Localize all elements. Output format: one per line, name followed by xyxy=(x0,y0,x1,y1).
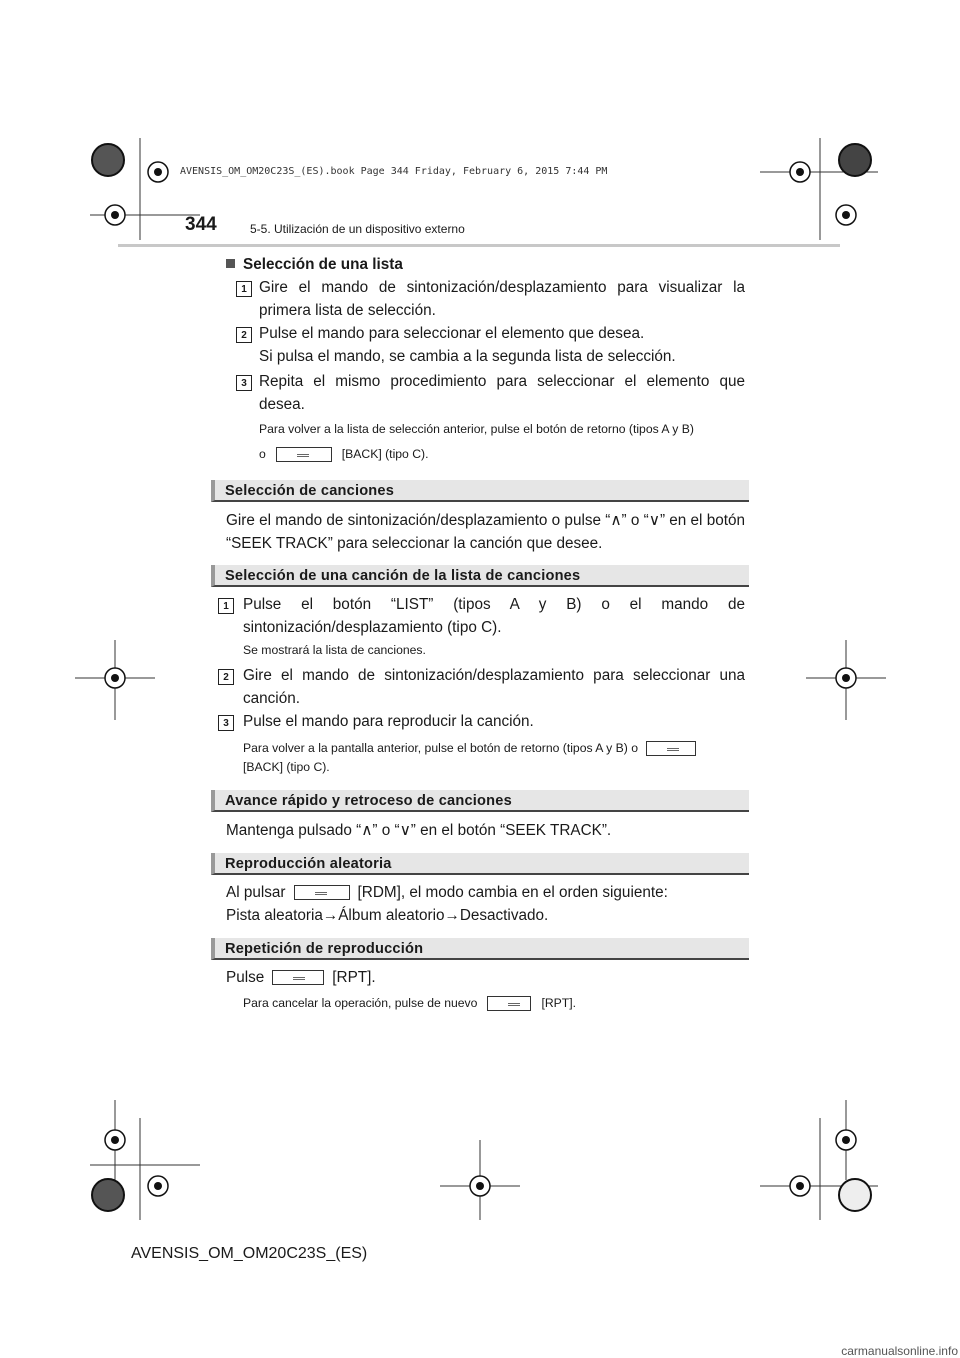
lista-heading: Selección de una lista xyxy=(226,253,403,276)
aleatoria-line-2: Pista aleatoria→Álbum aleatorio→Desactivado. xyxy=(226,907,549,924)
canciones-text: Gire el mando de sintonización/desplazamiento o pulse “∧” o “∨” en el botón “SEEK TRACK” para seleccionar la canción que desee. xyxy=(226,512,745,552)
lista-step-1: Gire el mando de sintonización/desplazamiento para visualizar la primera lista de selección. xyxy=(259,279,745,319)
lista-canciones-step-2: Gire el mando de sintonización/desplazamiento para seleccionar una canción. xyxy=(243,667,745,707)
back-button-icon xyxy=(646,741,696,756)
section-bar-lista-canciones: Selección de una canción de la lista de canciones xyxy=(211,565,749,587)
lista-note-a: Para volver a la lista de selección anterior, pulse el botón de retorno (tipos A y B) xyxy=(259,422,694,436)
header-rule xyxy=(118,244,840,247)
lista-canciones-note-3b: [BACK] (tipo C). xyxy=(243,760,330,774)
section-bar-repeticion: Repetición de reproducción xyxy=(211,938,749,960)
aleatoria-line-1: Al pulsar [RDM], el modo cambia en el orden siguiente: xyxy=(226,884,668,901)
repeticion-line-1: Pulse [RPT]. xyxy=(226,969,376,986)
footer-code: AVENSIS_OM_OM20C23S_(ES) xyxy=(131,1245,368,1262)
repeticion-note: Para cancelar la operación, pulse de nuevo [RPT]. xyxy=(243,996,576,1010)
back-button-icon xyxy=(276,447,332,462)
lista-canciones-step-3: Pulse el mando para reproducir la canción. xyxy=(243,713,534,730)
step-number-1: 1 xyxy=(236,281,252,297)
step-number-3: 3 xyxy=(218,715,234,731)
step-number-2: 2 xyxy=(236,327,252,343)
section-bar-canciones: Selección de canciones xyxy=(211,480,749,502)
lista-canciones-note-1: Se mostrará la lista de canciones. xyxy=(243,643,426,657)
step-number-3: 3 xyxy=(236,375,252,391)
square-bullet-icon xyxy=(226,259,235,268)
lista-step-3: Repita el mismo procedimiento para seleccionar el elemento que desea. xyxy=(259,373,745,413)
section-bar-aleatoria: Reproducción aleatoria xyxy=(211,853,749,875)
watermark: carmanualsonline.info xyxy=(841,1344,958,1358)
lista-step-2-line1: Pulse el mando para seleccionar el elemento que desea. xyxy=(259,325,645,342)
avance-text: Mantenga pulsado “∧” o “∨” en el botón “SEEK TRACK”. xyxy=(226,822,612,839)
section-title: 5-5. Utilización de un dispositivo externo xyxy=(250,222,465,236)
print-stamp: AVENSIS_OM_OM20C23S_(ES).book Page 344 Friday, February 6, 2015 7:44 PM xyxy=(180,166,608,177)
step-number-1: 1 xyxy=(218,598,234,614)
rpt-button-icon xyxy=(272,970,324,985)
lista-note-b: o [BACK] (tipo C). xyxy=(259,447,429,461)
page-number: 344 xyxy=(185,214,217,235)
rpt-button-icon xyxy=(487,996,531,1011)
lista-canciones-step-1: Pulse el botón “LIST” (tipos A y B) o el mando de sintonización/desplazamiento (tipo C). xyxy=(243,596,745,636)
lista-canciones-note-3a: Para volver a la pantalla anterior, pulse el botón de retorno (tipos A y B) o xyxy=(243,738,749,759)
step-number-2: 2 xyxy=(218,669,234,685)
section-bar-avance: Avance rápido y retroceso de canciones xyxy=(211,790,749,812)
lista-step-2-line2: Si pulsa el mando, se cambia a la segunda lista de selección. xyxy=(259,348,676,365)
rdm-button-icon xyxy=(294,885,350,900)
